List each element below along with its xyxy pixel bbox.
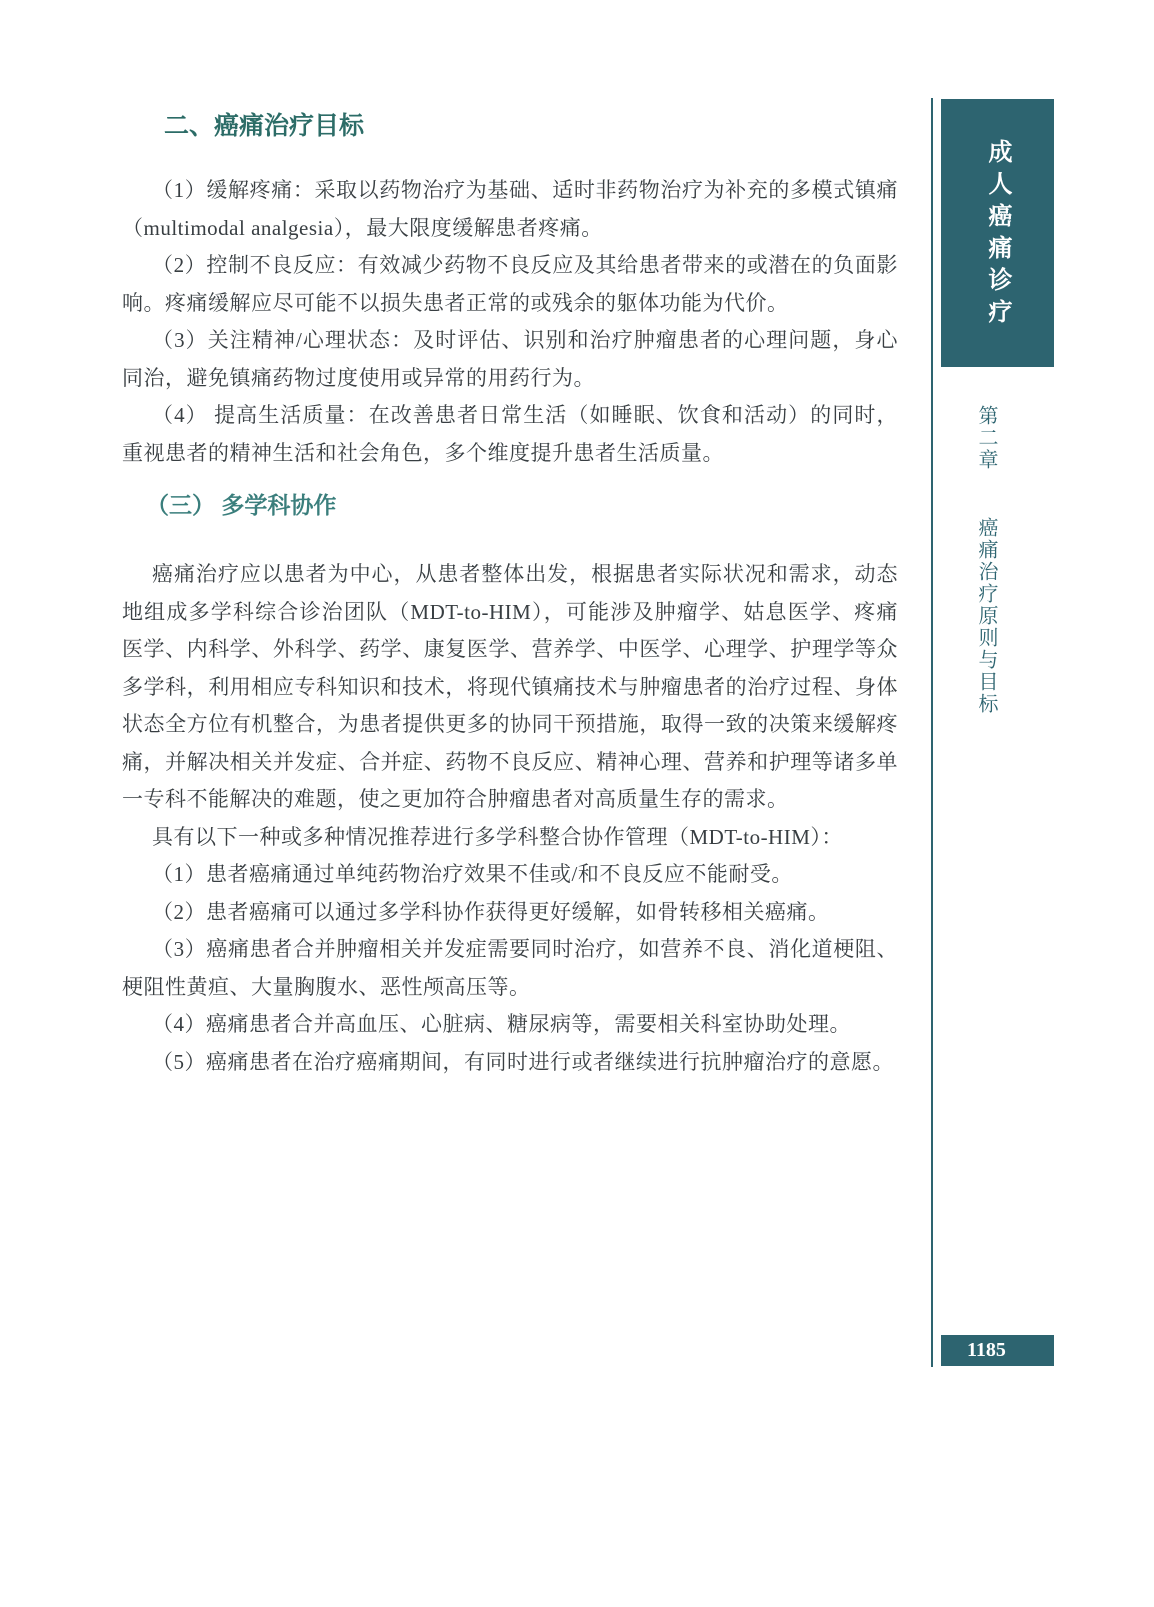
- mdt-criterion-5: （5）癌痛患者在治疗癌痛期间，有同时进行或者继续进行抗肿瘤治疗的意愿。: [152, 1049, 894, 1074]
- mdt-criterion-1: （1）患者癌痛通过单纯药物治疗效果不佳或/和不良反应不能耐受。: [152, 862, 793, 886]
- page-number: 1185: [967, 1339, 1006, 1361]
- section-heading: 二、癌痛治疗目标: [164, 113, 365, 140]
- subsection-heading: （三） 多学科协作: [146, 492, 337, 518]
- mdt-intro-paragraph: 癌痛治疗应以患者为中心，从患者整体出发，根据患者实际状况和需求，动态地组成多学科综合诊治团队（MDT-to-HIM），可能涉及肿瘤学、姑息医学、疼痛医学、内科学、外科学、药学、康复医学、营养学、中医学、心理学、护理学等众多学科，利用相应专科知识和技术，将现代镇痛技术与肿瘤患者的治疗过程、身体状态全方位有机整合，为患者提供更多的协同干预措施，取得一致的决策来缓解疼痛，并解决相关并发症、合并症、药物不良反应、精神心理、营养和护理等诸多单一专科不能解决的难题，使之更加符合肿瘤患者对高质量生存的需求。: [122, 562, 898, 811]
- sidebar-divider-line: [931, 98, 933, 1367]
- book-title-vertical-text: 成人癌痛诊疗: [984, 139, 1011, 331]
- mdt-criterion-2: （2）患者癌痛可以通过多学科协作获得更好缓解，如骨转移相关癌痛。: [152, 899, 830, 924]
- chapter-label: 第二章: [975, 405, 997, 471]
- mdt-criterion-3: （3）癌痛患者合并肿瘤相关并发症需要同时治疗，如营养不良、消化道梗阻、梗阻性黄疸、大量胸腹水、恶性颅高压等。: [122, 937, 898, 999]
- main-content: [122, 112, 898, 1081]
- chapter-marker: [972, 405, 1001, 715]
- mdt-criteria-lead: 具有以下一种或多种情况推荐进行多学科整合协作管理（MDT-to-HIM）：: [152, 824, 843, 849]
- goal-paragraph-2: （2）控制不良反应：有效减少药物不良反应及其给患者带来的或潜在的负面影响。疼痛缓解应尽可能不以损失患者正常的或残余的躯体功能为代价。: [122, 253, 898, 315]
- mdt-criterion-4: （4）癌痛患者合并高血压、心脏病、糖尿病等，需要相关科室协助处理。: [152, 1012, 851, 1036]
- book-title-box: [941, 99, 1054, 367]
- goal-paragraph-3: （3）关注精神/心理状态：及时评估、识别和治疗肿瘤患者的心理问题，身心同治，避免镇痛药物过度使用或异常的用药行为。: [122, 328, 898, 390]
- goal-paragraph-1: （1）缓解疼痛：采取以药物治疗为基础、适时非药物治疗为补充的多模式镇痛（multimodal analgesia），最大限度缓解患者疼痛。: [122, 178, 898, 240]
- goal-paragraph-4: （4） 提高生活质量：在改善患者日常生活（如睡眠、饮食和活动）的同时，重视患者的精神生活和社会角色，多个维度提升患者生活质量。: [122, 403, 898, 465]
- page-number-badge: [941, 1335, 1054, 1366]
- chapter-title: 癌痛治疗原则与目标: [975, 517, 997, 715]
